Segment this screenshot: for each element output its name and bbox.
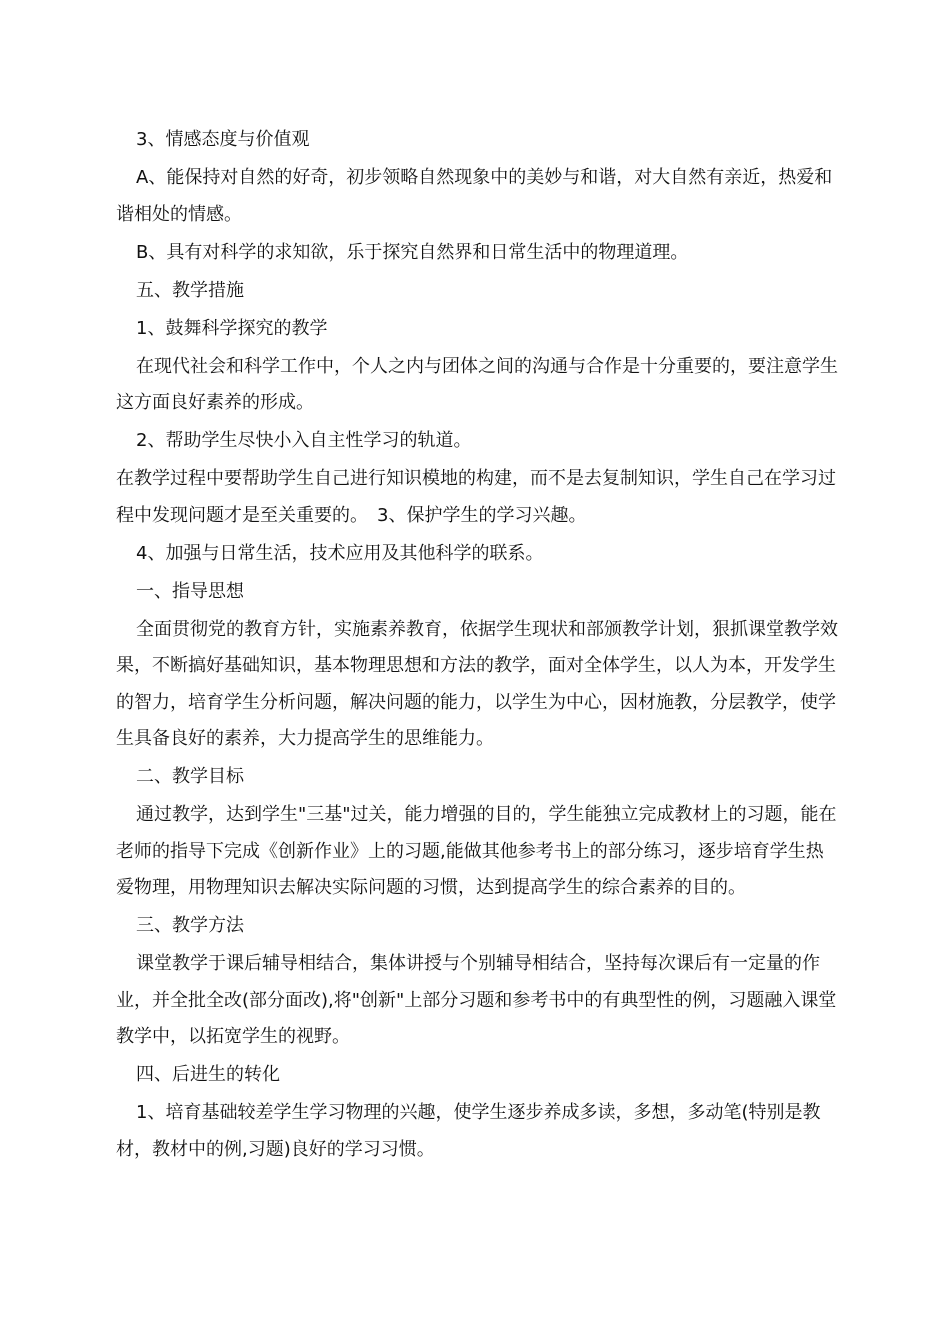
paragraph-communication: 在现代社会和科学工作中，个人之内与团体之间的沟通与合作是十分重要的，要注意学生这方面良好素养的形成。 <box>116 355 838 413</box>
heading-teaching-measures: 五、教学措施 <box>136 279 244 301</box>
paragraph-teaching-methods: 课堂教学于课后辅导相结合，集体讲授与个别辅导相结合，坚持每次课后有一定量的作业，并全批全改(部分面改),将"创新"上部分习题和参考书中的有典型性的例，习题融入课堂教学中，以拓宽学生的视野。 <box>116 953 837 1047</box>
heading-teaching-methods: 三、教学方法 <box>136 915 244 936</box>
paragraph-guiding-ideology: 全面贯彻党的教育方针，实施素养教育，依据学生现状和部颁教学计划，狠抓课堂教学效果，不断搞好基础知识，基本物理思想和方法的教学，面对全体学生，以人为本，开发学生的智力，培育学生分析问题，解决问题的能力，以学生为中心，因材施教，分层教学，使学生具备良好的素养，大力提高学生的思维能力。 <box>116 618 838 749</box>
paragraph-knowledge-construction: 在教学过程中要帮助学生自己进行知识模地的构建，而不是去复制知识，学生自己在学习过程中发现问题才是至关重要的。 3、保护学生的学习兴趣。 <box>116 468 836 526</box>
paragraph-struggling-students: 1、培育基础较差学生学习物理的兴趣，使学生逐步养成多读，多想，多动笔(特别是教材，教材中的例,习题)良好的学习习惯。 <box>116 1102 821 1160</box>
paragraph-curiosity: A、能保持对自然的好奇，初步领略自然现象中的美妙与和谐，对大自然有亲近，热爱和谐相处的情感。 <box>116 167 833 225</box>
heading-teaching-goals: 二、教学目标 <box>136 766 244 787</box>
heading-struggling-students: 四、后进生的转化 <box>136 1064 280 1085</box>
subheading-daily-life: 4、加强与日常生活，技术应用及其他科学的联系。 <box>136 542 544 564</box>
heading-guiding-ideology: 一、指导思想 <box>136 580 244 602</box>
subheading-autonomous-learning: 2、帮助学生尽快小入自主性学习的轨道。 <box>136 430 472 451</box>
subheading-attitude-values: 3、情感态度与价值观 <box>136 129 310 150</box>
paragraph-teaching-goals: 通过教学，达到学生"三基"过关，能力增强的目的，学生能独立完成教材上的习题，能在老师的指导下完成《创新作业》上的习题,能做其他参考书上的部分练习，逐步培育学生热爱物理，用物理知识去解决实际问题的习惯，达到提高学生的综合素养的目的。 <box>116 804 837 898</box>
paragraph-science-desire: B、具有对科学的求知欲，乐于探究自然界和日常生活中的物理道理。 <box>136 241 689 263</box>
subheading-inquiry-teaching: 1、鼓舞科学探究的教学 <box>136 317 328 339</box>
document-body <box>116 122 840 1170</box>
